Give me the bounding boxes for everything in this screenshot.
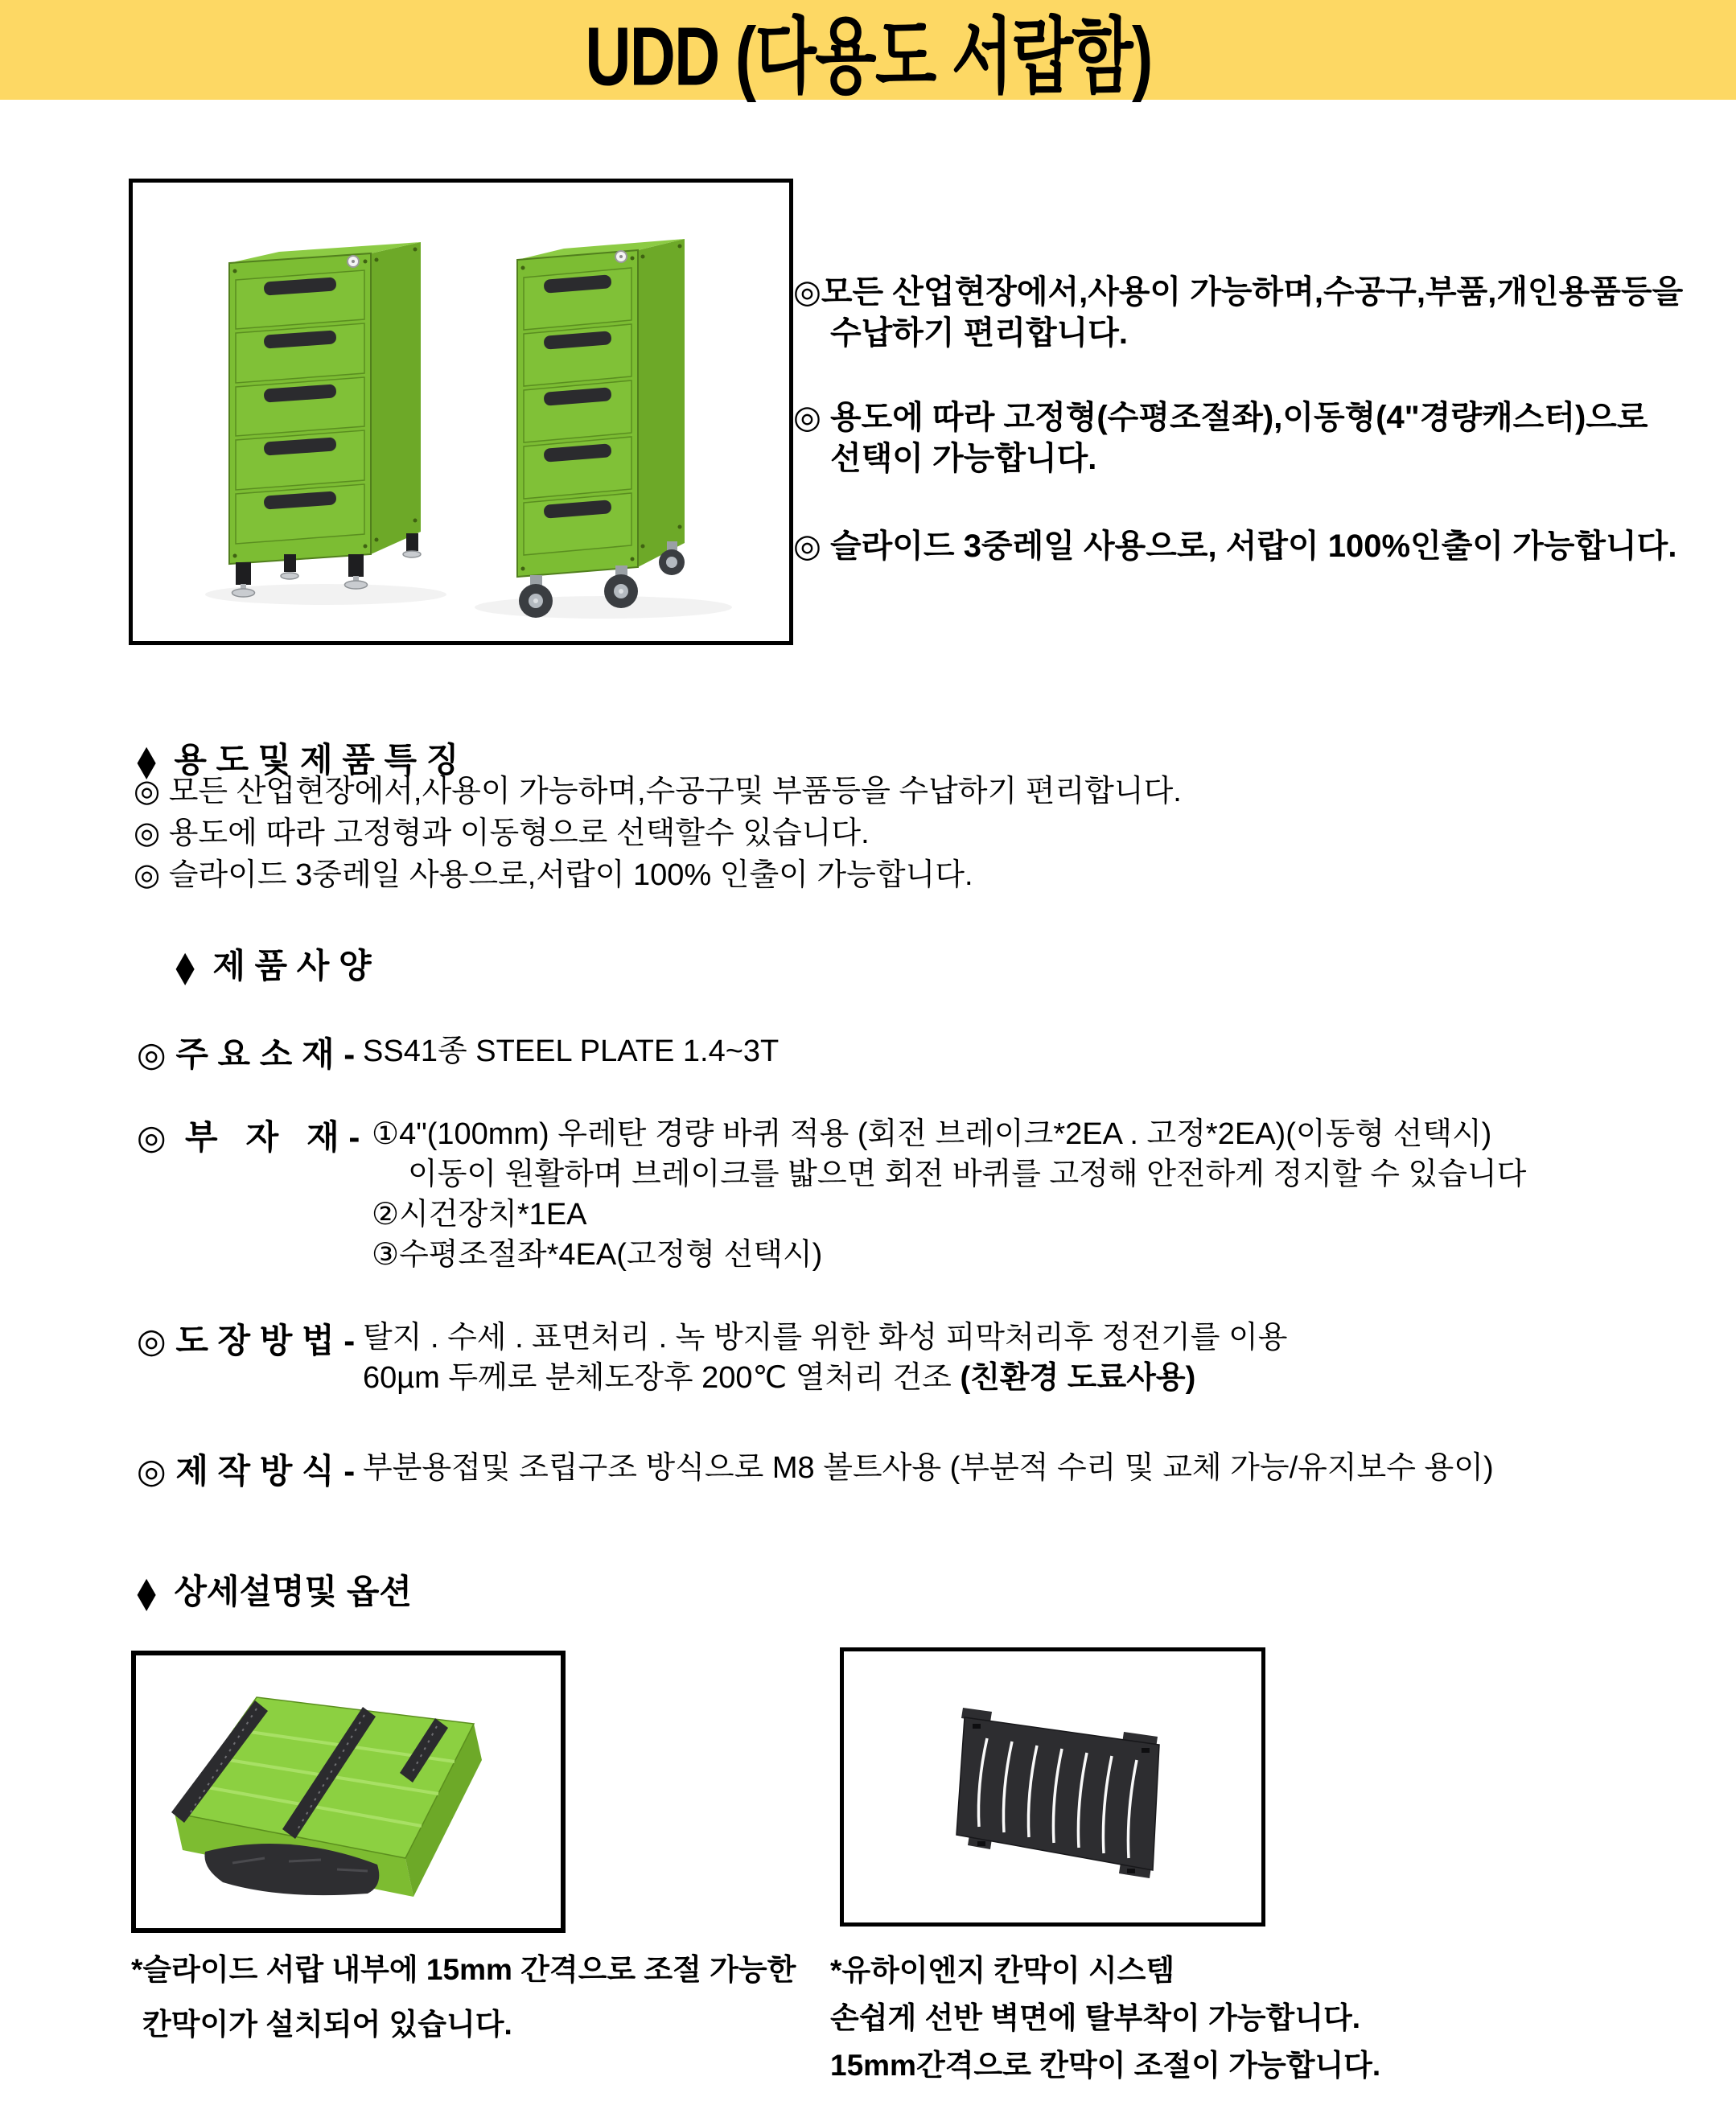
- cabinet-mobile-illustration: [475, 239, 732, 619]
- product-image-cabinets: [133, 183, 789, 641]
- hero-bullet-2: ◎ 용도에 따라 고정형(수평조절좌),이동형(4"경량캐스터)으로 선택이 가능합니다.: [793, 400, 1648, 476]
- spec-label: ◎ 주 요 소 재 -: [137, 1035, 356, 1073]
- spec-label: ◎ 도 장 방 법 -: [137, 1322, 356, 1359]
- features-list: [134, 771, 1182, 896]
- page-title: UDD (다용도 서랍함): [584, 10, 1152, 104]
- diamond-icon: ◆: [175, 942, 195, 989]
- option-image-drawer-tray: [131, 1651, 566, 1933]
- feature-item: ◎ 모든 산업현장에서,사용이 가능하며,수공구및 부품등을 수납하기 편리합니다.: [134, 775, 1182, 808]
- divider-panel-illustration: [844, 1651, 1261, 1922]
- diamond-icon: ◆: [137, 736, 156, 783]
- title-banner: [0, 0, 1736, 104]
- caption-drawer-tray: *슬라이드 서랍 내부에 15mm 간격으로 조절 가능한 칸막이가 설치되어 있습니다.: [131, 1953, 796, 2041]
- spec-value: 부분용접및 조립구조 방식으로 M8 볼트사용 (부분적 수리 및 교체 가능/유지보수 용이): [363, 1451, 1494, 1485]
- spec-value: SS41종 STEEL PLATE 1.4~3T: [363, 1034, 780, 1068]
- option-image-divider-panel: [840, 1647, 1265, 1927]
- section-heading-options: ◆ 상세설명및 옵션: [137, 1568, 412, 1615]
- hero-bullet-3: ◎ 슬라이드 3중레일 사용으로, 서랍이 100%인출이 가능합니다.: [793, 528, 1677, 564]
- spec-label: ◎ 제 작 방 식 -: [137, 1452, 356, 1490]
- product-image-frame: [129, 179, 793, 645]
- spec-label: ◎ 부 자 재 -: [137, 1118, 360, 1156]
- cabinet-fixed-illustration: [205, 242, 446, 605]
- diamond-icon: ◆: [137, 1568, 156, 1615]
- section-heading-specs: ◆ 제 품 사 양: [175, 942, 372, 989]
- hero-bullet-1: ◎모든 산업현장에서,사용이 가능하며,수공구,부품,개인용품등을 수납하기 편리합니다.: [793, 274, 1684, 351]
- feature-item: ◎ 슬라이드 3중레일 사용으로,서랍이 100% 인출이 가능합니다.: [134, 858, 973, 892]
- section-heading-features: ◆ 용 도 및 제 품 특 징: [137, 736, 459, 783]
- feature-item: ◎ 용도에 따라 고정형과 이동형으로 선택할수 있습니다.: [134, 816, 870, 850]
- caption-divider-panel: *유하이엔지 칸막이 시스템 손쉽게 선반 벽면에 탈부착이 가능합니다. 15mm간격으로 칸막이 조절이 가능합니다.: [830, 1954, 1381, 2082]
- spec-value: 탈지 . 수세 . 표면처리 . 녹 방지를 위한 화성 피막처리후 정전기를 이용 60µm 두께로 분체도장후 200℃ 열처리 건조 (친환경 도료사용): [363, 1321, 1288, 1395]
- spec-value: ①4"(100mm) 우레탄 경량 바퀴 적용 (회전 브레이크*2EA . 고정*2EA)(이동형 선택시) 이동이 원활하며 브레이크를 밟으면 회전 바퀴를 고정해 안전하게 정지할 수 있습니다 ②시건장치*1EA ③수평조절좌*4EA(고정형 선택시): [372, 1117, 1527, 1272]
- drawer-tray-illustration: [136, 1655, 561, 1928]
